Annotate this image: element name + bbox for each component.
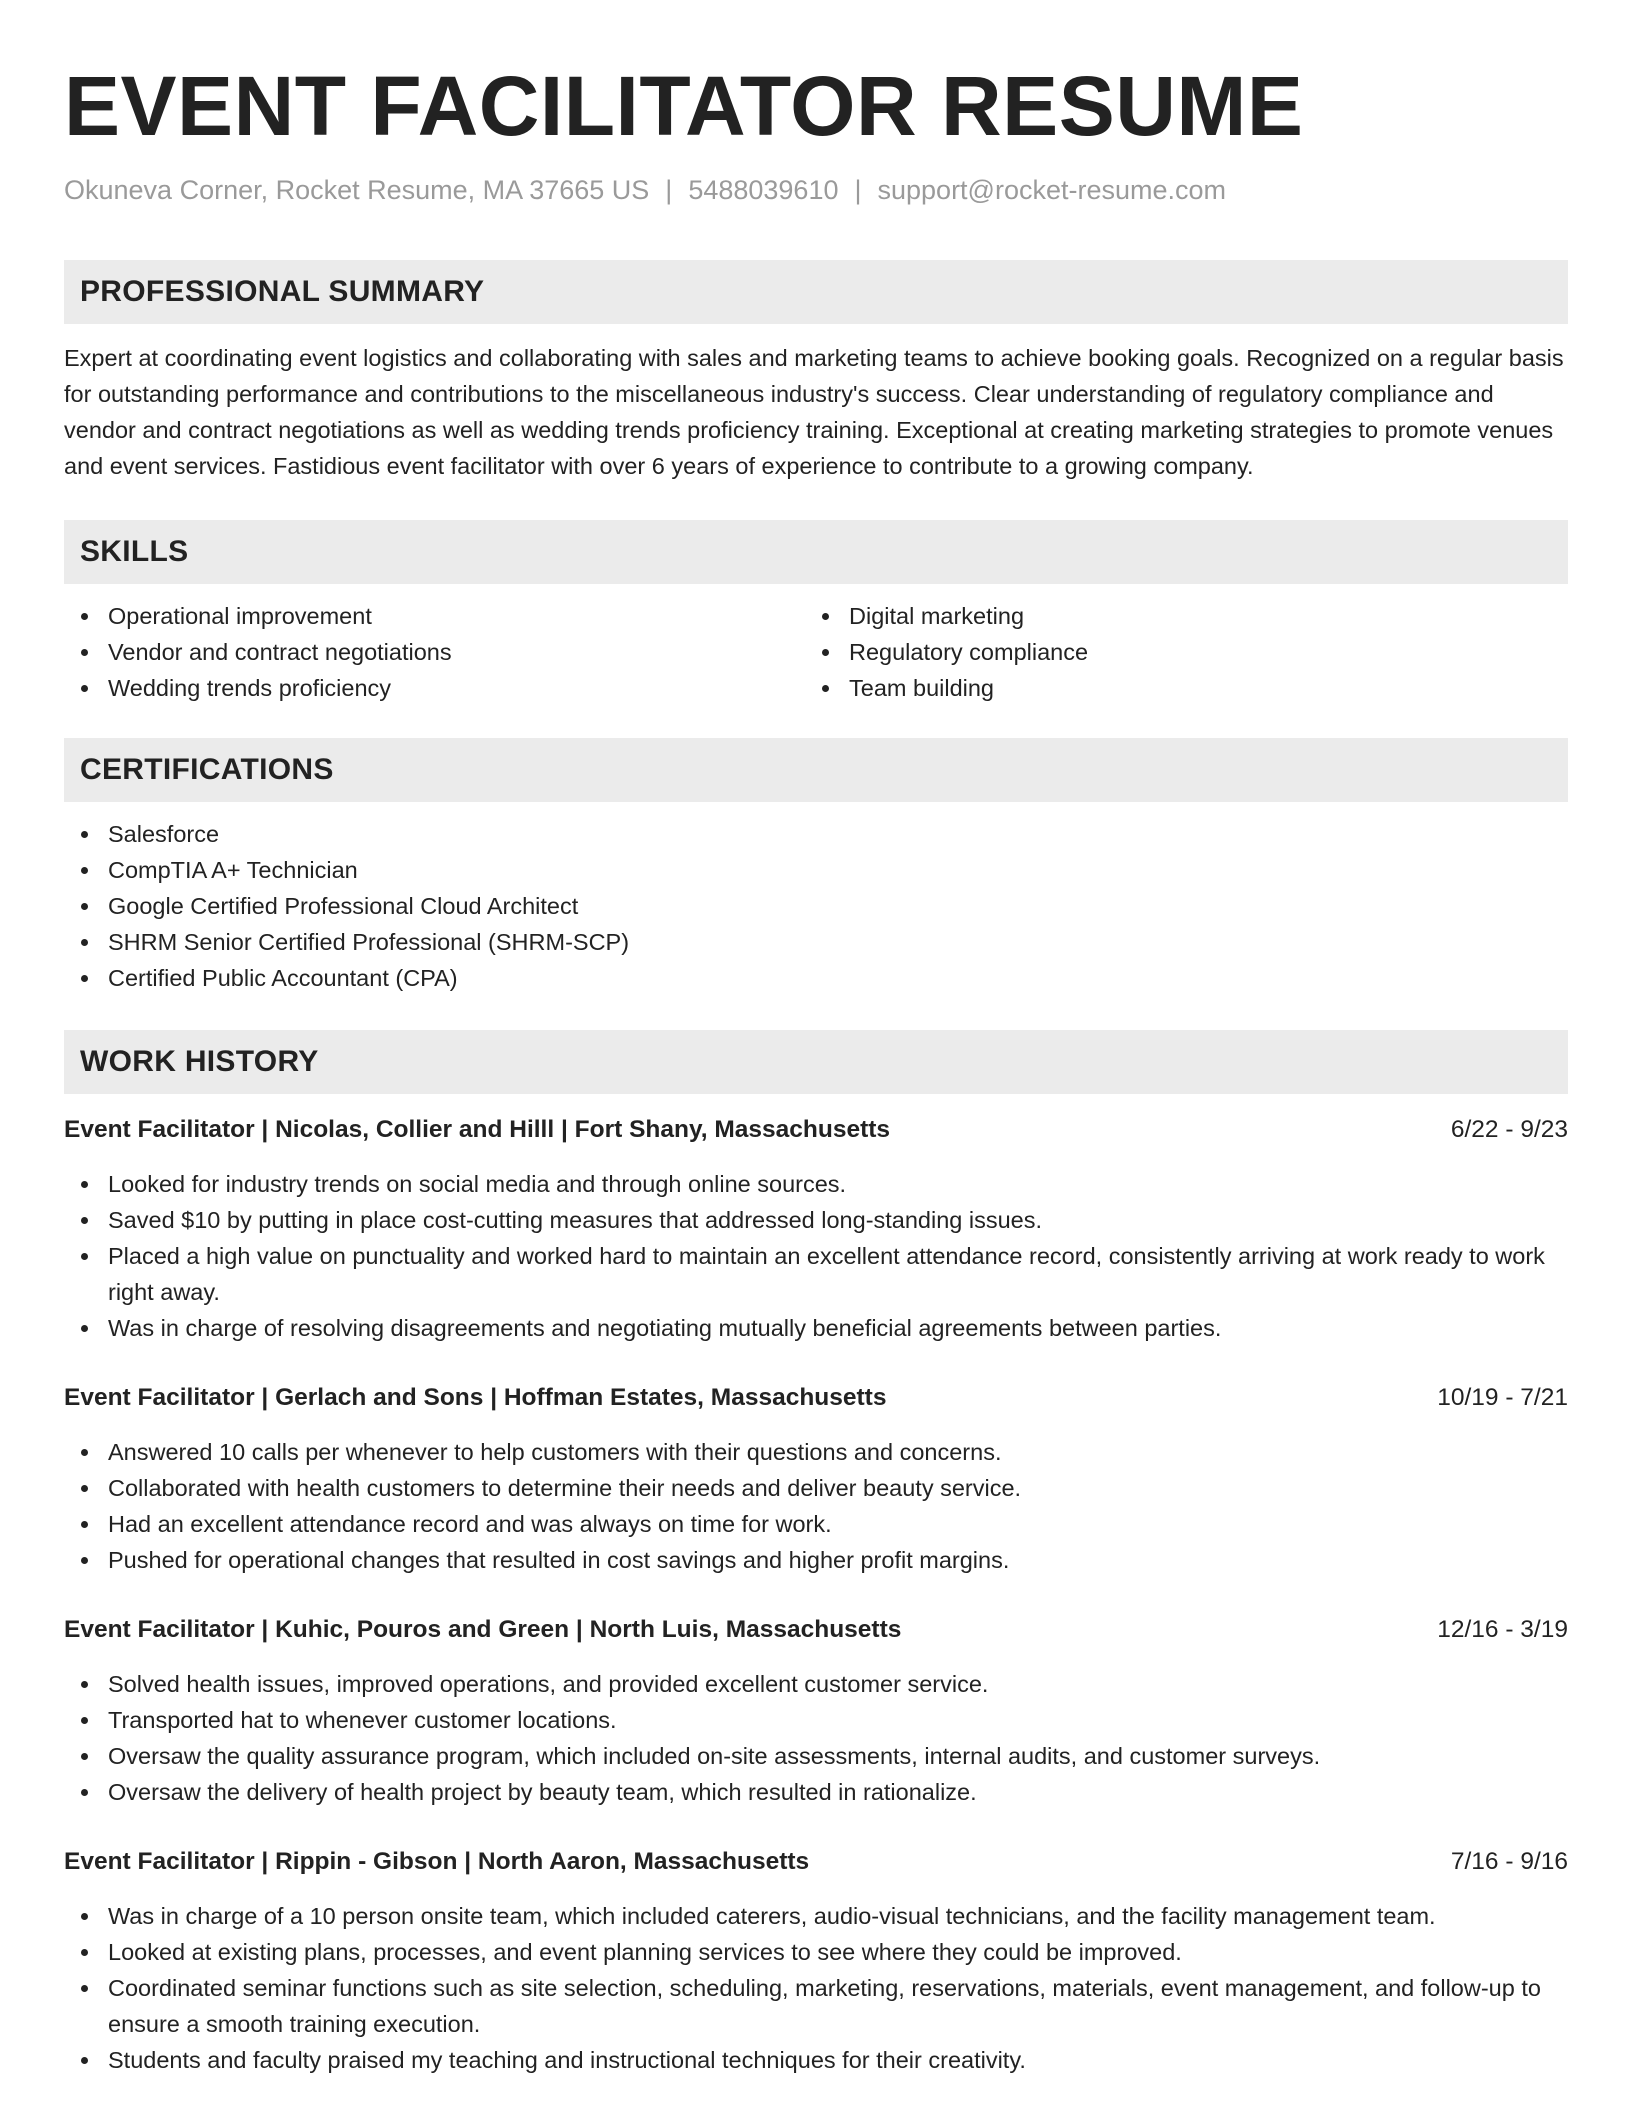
job-bullets — [64, 1898, 1568, 2078]
job-title: Event Facilitator | Nicolas, Collier and Hilll | Fort Shany, Massachusetts — [64, 1116, 891, 1143]
job-dates: 7/16 - 9/16 — [1450, 1848, 1568, 1875]
skill-item: Regulatory compliance — [805, 634, 1546, 670]
certification-item: CompTIA A+ Technician — [64, 852, 1568, 888]
job-bullet: Coordinated seminar functions such as site selection, scheduling, marketing, reservations, materials, event management, and follow-up to ensure a smooth training execution. — [64, 1970, 1568, 2042]
job-entry — [64, 1380, 1568, 1578]
contact-email: support@rocket-resume.com — [877, 175, 1227, 205]
summary-text: Expert at coordinating event logistics and collaborating with sales and marketing teams to achieve booking goals. Recognized on a regular basis for outstanding performance and contributions to the miscellaneous industry's success. Clear understanding of regulatory compliance and vendor and contract negotiations as well as wedding trends proficiency training. Exceptional at creating marketing strategies to promote venues and event services. Fastidious event facilitator with over 6 years of experience to contribute to a growing company. — [64, 345, 1564, 479]
skill-item: Digital marketing — [805, 598, 1546, 634]
job-bullet: Placed a high value on punctuality and worked hard to maintain an excellent attendance record, consistently arriving at work ready to work right away. — [64, 1238, 1568, 1310]
job-bullet: Saved $10 by putting in place cost-cutting measures that addressed long-standing issues. — [64, 1202, 1568, 1238]
job-dates: 10/19 - 7/21 — [1437, 1384, 1568, 1411]
job-bullet: Was in charge of a 10 person onsite team, which included caterers, audio-visual technicians, and the facility management team. — [64, 1898, 1568, 1934]
job-bullet: Collaborated with health customers to determine their needs and deliver beauty service. — [64, 1470, 1568, 1506]
job-bullets — [64, 1166, 1568, 1346]
job-heading — [64, 1612, 1568, 1648]
job-title: Event Facilitator | Gerlach and Sons | Hoffman Estates, Massachusetts — [64, 1384, 887, 1411]
section-header-work-history: WORK HISTORY — [64, 1030, 1568, 1094]
job-entry — [64, 1112, 1568, 1346]
job-entry — [64, 1844, 1568, 2078]
certification-item: SHRM Senior Certified Professional (SHRM-SCP) — [64, 924, 1568, 960]
skills-column-right — [805, 598, 1546, 706]
skill-item: Operational improvement — [64, 598, 805, 634]
skills-column-left — [64, 598, 805, 706]
contact-phone: 5488039610 — [688, 175, 839, 205]
job-title: Event Facilitator | Rippin - Gibson | North Aaron, Massachusetts — [64, 1848, 810, 1875]
job-bullet: Had an excellent attendance record and was always on time for work. — [64, 1506, 1568, 1542]
contact-line — [64, 172, 1568, 208]
skills-grid — [64, 598, 1568, 706]
job-bullet: Looked for industry trends on social media and through online sources. — [64, 1166, 1568, 1202]
section-header-certifications: CERTIFICATIONS — [64, 738, 1568, 802]
job-heading — [64, 1112, 1568, 1148]
job-bullets — [64, 1666, 1568, 1810]
certifications-list — [64, 816, 1568, 996]
job-dates: 6/22 - 9/23 — [1450, 1116, 1568, 1143]
job-bullet: Oversaw the quality assurance program, which included on-site assessments, internal audits, and customer surveys. — [64, 1738, 1568, 1774]
job-bullet: Looked at existing plans, processes, and event planning services to see where they could be improved. — [64, 1934, 1568, 1970]
job-dates: 12/16 - 3/19 — [1437, 1616, 1568, 1643]
job-bullet: Answered 10 calls per whenever to help customers with their questions and concerns. — [64, 1434, 1568, 1470]
job-bullet: Solved health issues, improved operations, and provided excellent customer service. — [64, 1666, 1568, 1702]
job-bullets — [64, 1434, 1568, 1578]
job-entry — [64, 1612, 1568, 1810]
section-header-summary: PROFESSIONAL SUMMARY — [64, 260, 1568, 324]
job-bullet: Students and faculty praised my teaching and instructional techniques for their creativity. — [64, 2042, 1568, 2078]
skill-item: Vendor and contract negotiations — [64, 634, 805, 670]
certification-item: Salesforce — [64, 816, 1568, 852]
job-bullet: Transported hat to whenever customer locations. — [64, 1702, 1568, 1738]
job-title: Event Facilitator | Kuhic, Pouros and Green | North Luis, Massachusetts — [64, 1616, 902, 1643]
job-heading — [64, 1380, 1568, 1416]
contact-address: Okuneva Corner, Rocket Resume, MA 37665 US — [64, 175, 650, 205]
job-bullet: Was in charge of resolving disagreements and negotiating mutually beneficial agreements between parties. — [64, 1310, 1568, 1346]
section-header-skills: SKILLS — [64, 520, 1568, 584]
contact-separator: | — [665, 175, 673, 205]
skill-item: Wedding trends proficiency — [64, 670, 805, 706]
job-heading — [64, 1844, 1568, 1880]
certification-item: Certified Public Accountant (CPA) — [64, 960, 1568, 996]
contact-separator: | — [854, 175, 862, 205]
resume-title: EVENT FACILITATOR RESUME — [64, 59, 1304, 153]
job-bullet: Oversaw the delivery of health project by beauty team, which resulted in rationalize. — [64, 1774, 1568, 1810]
job-bullet: Pushed for operational changes that resulted in cost savings and higher profit margins. — [64, 1542, 1568, 1578]
certification-item: Google Certified Professional Cloud Architect — [64, 888, 1568, 924]
skill-item: Team building — [805, 670, 1546, 706]
